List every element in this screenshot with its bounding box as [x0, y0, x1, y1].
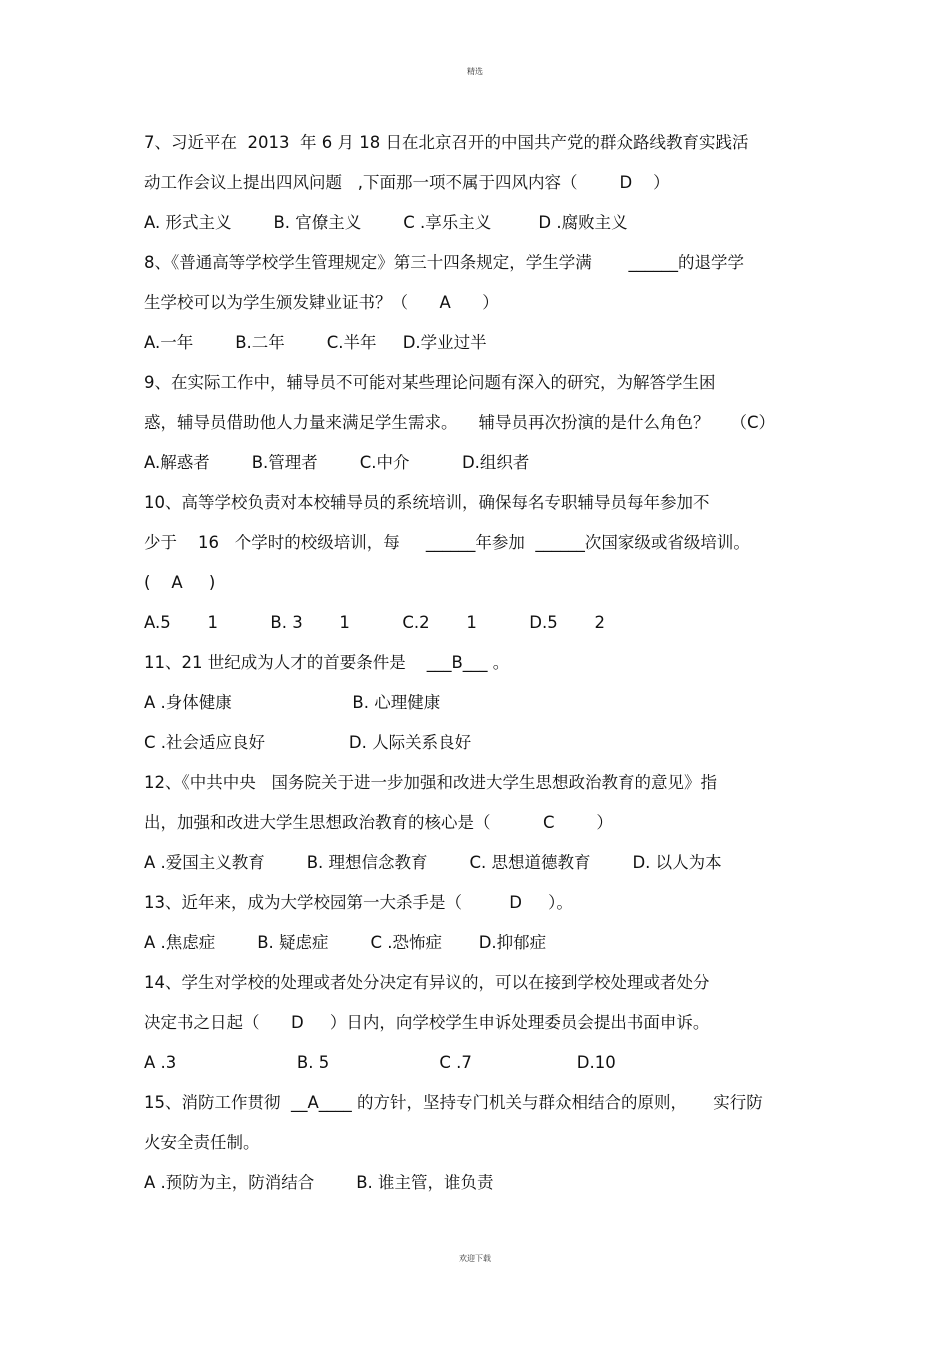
- q10-options: A.5 1 B. 3 1 C.2 1 D.5 2: [144, 613, 605, 632]
- q13-options: A .焦虑症 B. 疑虑症 C .恐怖症 D.抑郁症: [144, 933, 547, 952]
- q10-answer: ( A ): [144, 573, 216, 592]
- q9-options: A.解惑者 B.管理者 C.中介 D.组织者: [144, 453, 530, 472]
- q12-options: A .爱国主义教育 B. 理想信念教育 C. 思想道德教育 D. 以人为本: [144, 853, 722, 872]
- q9-line-1: 9、在实际工作中，辅导员不可能对某些理论问题有深入的研究，为解答学生困: [144, 373, 716, 392]
- q15-options: A .预防为主，防消结合 B. 谁主管，谁负责: [144, 1173, 494, 1192]
- q8-line-2: 生学校可以为学生颁发肄业证书？（ A ）: [144, 293, 499, 312]
- q7-line-1: 7、习近平在 2013 年 6 月 18 日在北京召开的中国共产党的群众路线教育实践活: [144, 133, 749, 152]
- q9-line-2: 惑，辅导员借助他人力量来满足学生需求。 辅导员再次扮演的是什么角色？ （C）: [144, 413, 775, 432]
- q15-line-1: 15、消防工作贯彻 __A____ 的方针，坚持专门机关与群众相结合的原则， 实行防: [144, 1093, 763, 1112]
- q14-options: A .3 B. 5 C .7 D.10: [144, 1053, 616, 1072]
- page-footer: 欢迎下载: [459, 1254, 491, 1263]
- q11-options-2: C .社会适应良好 D. 人际关系良好: [144, 733, 472, 752]
- q11-options-1: A .身体健康 B. 心理健康: [144, 693, 441, 712]
- q7-options: A. 形式主义 B. 官僚主义 C .享乐主义 D .腐败主义: [144, 213, 628, 232]
- q10-line-2: 少于 16 个学时的校级培训，每 ______年参加 ______次国家级或省级培训。: [144, 533, 750, 552]
- q13-line-1: 13、近年来，成为大学校园第一大杀手是（ D ）。: [144, 893, 573, 912]
- q8-line-1: 8、《普通高等学校学生管理规定》第三十四条规定，学生学满 ______的退学学: [144, 253, 744, 272]
- page-header: 精选: [467, 67, 483, 76]
- q15-line-2: 火安全责任制。: [144, 1133, 260, 1152]
- q7-line-2: 动工作会议上提出四风问题 ,下面那一项不属于四风内容（ D ）: [144, 173, 670, 192]
- q14-line-2: 决定书之日起（ D ）日内，向学校学生申诉处理委员会提出书面申诉。: [144, 1013, 710, 1032]
- q12-line-2: 出，加强和改进大学生思想政治教育的核心是（ C ）: [144, 813, 613, 832]
- q12-line-1: 12、《中共中央 国务院关于进一步加强和改进大学生思想政治教育的意见》指: [144, 773, 717, 792]
- q11-line-1: 11、21 世纪成为人才的首要条件是 ___B___ 。: [144, 653, 510, 672]
- q8-options: A.一年 B.二年 C.半年 D.学业过半: [144, 333, 487, 352]
- q14-line-1: 14、学生对学校的处理或者处分决定有异议的，可以在接到学校处理或者处分: [144, 973, 710, 992]
- q10-line-1: 10、高等学校负责对本校辅导员的系统培训，确保每名专职辅导员每年参加不: [144, 493, 710, 512]
